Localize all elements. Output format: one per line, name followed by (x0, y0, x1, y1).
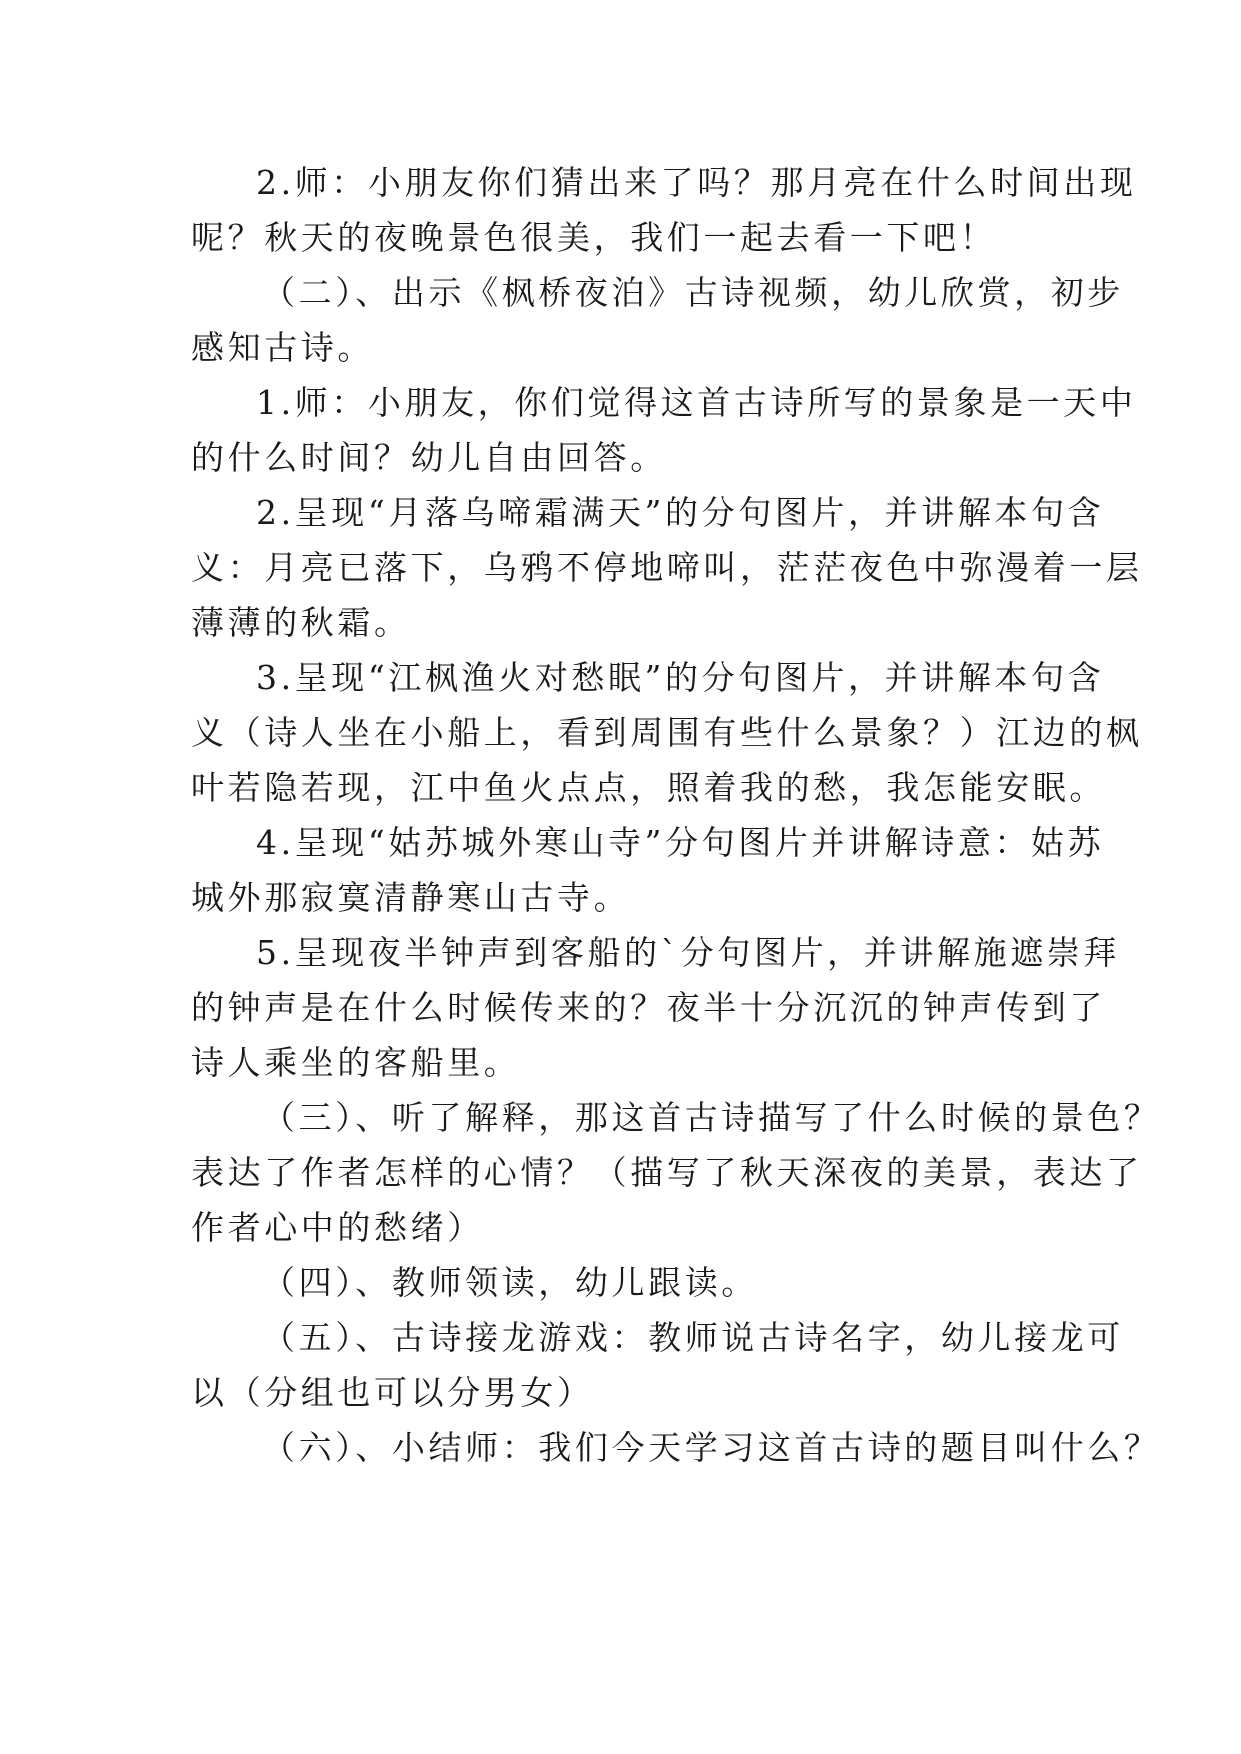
section-heading-line: （三）、听了解释，那这首古诗描写了什么时候的景色？ (262, 1098, 1161, 1137)
paragraph-line: 的钟声是在什么时候传来的？夜半十分沉沉的钟声传到了 (191, 988, 1106, 1027)
paragraph-line: 呢？秋天的夜晚景色很美，我们一起去看一下吧！ (191, 218, 997, 257)
paragraph-line: 城外那寂寞清静寒山古寺。 (191, 878, 631, 917)
section-heading-line: 表达了作者怎样的心情？（描写了秋天深夜的美景，表达了 (191, 1153, 1143, 1192)
section-heading-line: 感知古诗。 (191, 328, 374, 367)
section-heading-line: （五）、古诗接龙游戏：教师说古诗名字，幼儿接龙可 (262, 1318, 1124, 1357)
section-heading-line: 以（分组也可以分男女） (191, 1373, 594, 1412)
paragraph-line: 义（诗人坐在小船上，看到周围有些什么景象？）江边的枫 (191, 713, 1143, 752)
paragraph-line: 义：月亮已落下，乌鸦不停地啼叫，茫茫夜色中弥漫着一层 (191, 548, 1143, 587)
paragraph-line: 叶若隐若现，江中鱼火点点，照着我的愁，我怎能安眠。 (191, 768, 1106, 807)
paragraph-line: 1.师：小朋友，你们觉得这首古诗所写的景象是一天中 (256, 383, 1137, 422)
paragraph-line: 5.呈现夜半钟声到客船的`分句图片，并讲解施遮崇拜 (256, 933, 1120, 972)
paragraph-line: 3.呈现“江枫渔火对愁眠”的分句图片，并讲解本句含 (256, 658, 1105, 697)
paragraph-line: 4.呈现“姑苏城外寒山寺”分句图片并讲解诗意：姑苏 (256, 823, 1105, 862)
section-heading-line: （六）、小结师：我们今天学习这首古诗的题目叫什么？ (262, 1428, 1161, 1467)
section-heading-line: （四）、教师领读，幼儿跟读。 (262, 1263, 758, 1302)
section-heading-line: （二）、出示《枫桥夜泊》古诗视频，幼儿欣赏，初步 (262, 273, 1124, 312)
section-heading-line: 作者心中的愁绪） (191, 1208, 484, 1247)
paragraph-line: 2.师：小朋友你们猜出来了吗？那月亮在什么时间出现 (256, 163, 1137, 202)
paragraph-line: 的什么时间？幼儿自由回答。 (191, 438, 667, 477)
paragraph-line: 薄薄的秋霜。 (191, 603, 411, 642)
paragraph-line: 2.呈现“月落乌啼霜满天”的分句图片，并讲解本句含 (256, 493, 1105, 532)
paragraph-line: 诗人乘坐的客船里。 (191, 1043, 521, 1082)
